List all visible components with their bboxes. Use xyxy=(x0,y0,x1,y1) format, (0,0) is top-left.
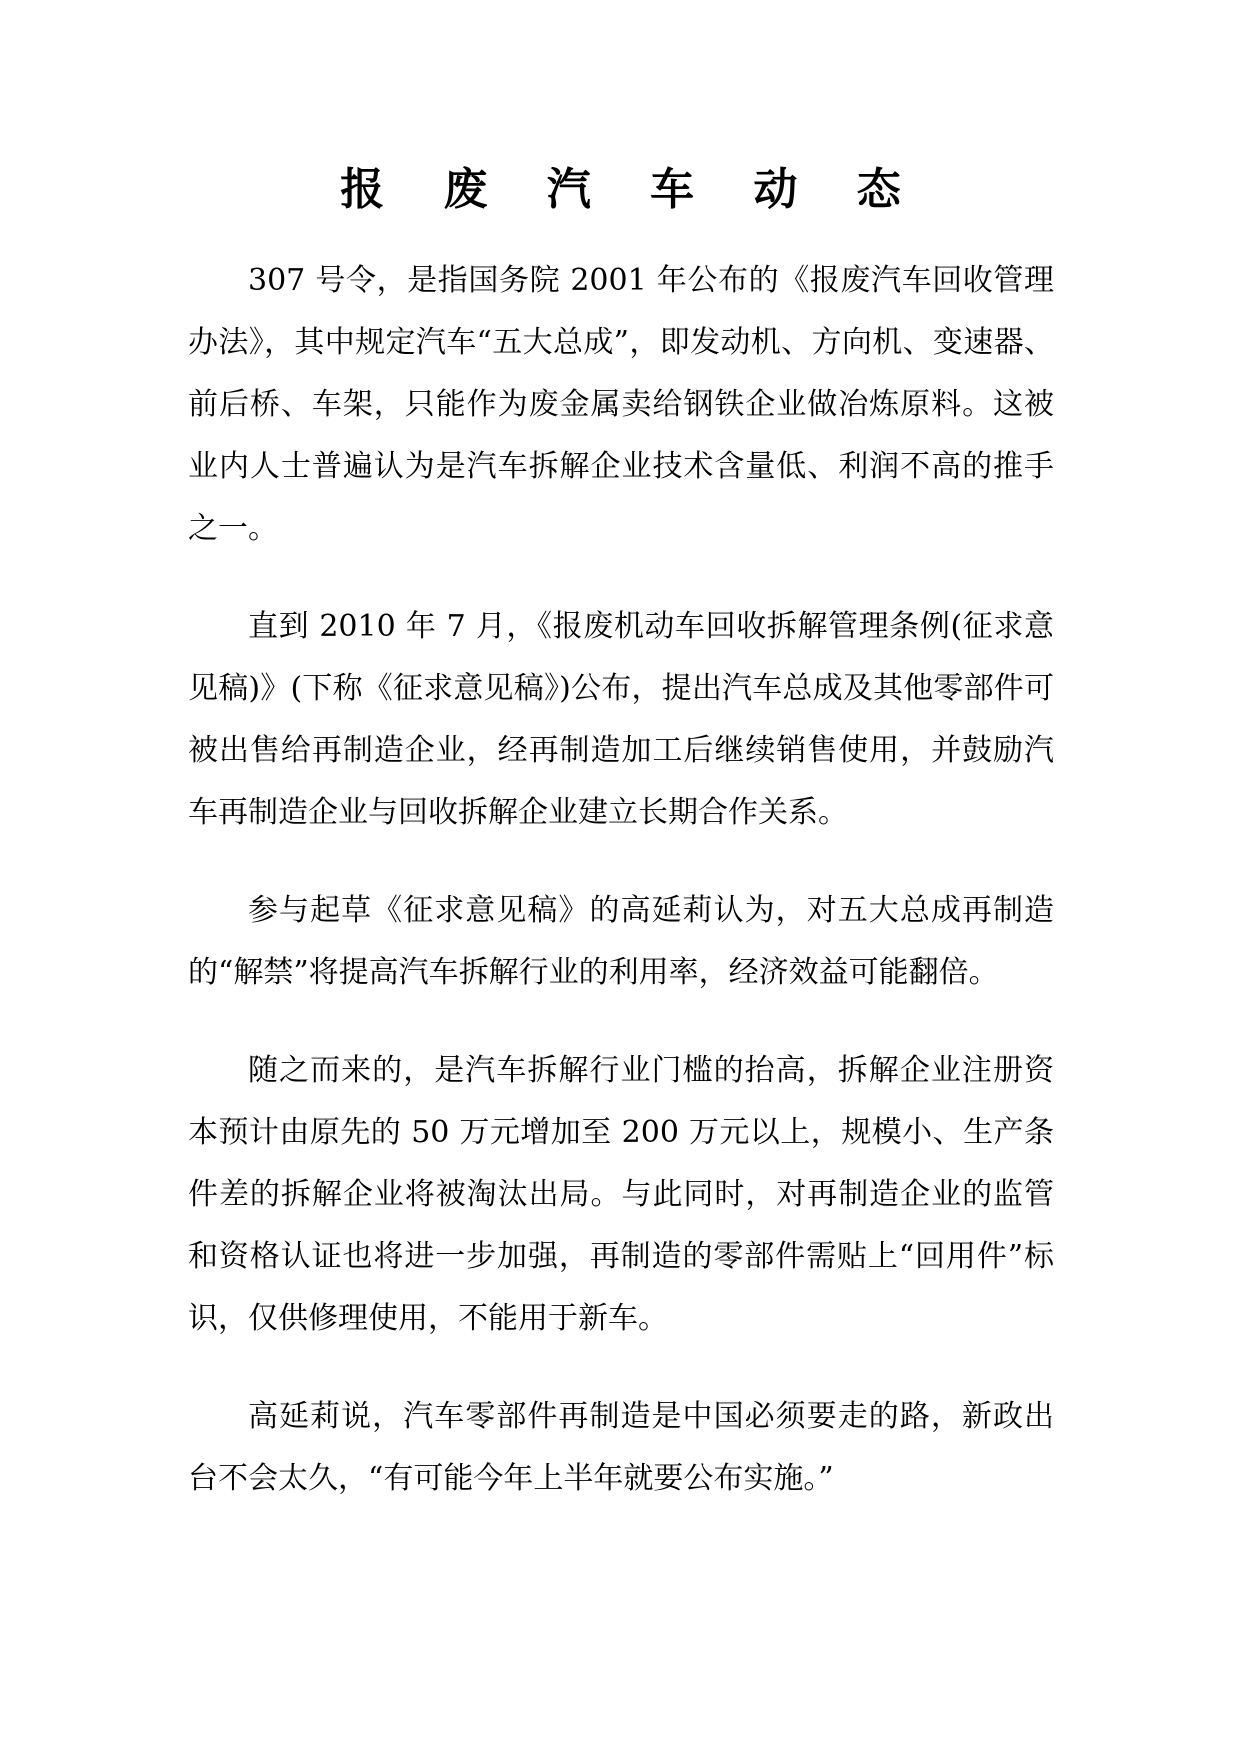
paragraph: 高延莉说，汽车零部件再制造是中国必须要走的路，新政出台不会太久，“有可能今年上半年就要公布实施。” xyxy=(188,1399,1054,1496)
paragraph: 直到 2010 年 7 月，《报废机动车回收拆解管理条例(征求意见稿)》(下称《征求意见稿》)公布，提出汽车总成及其他零部件可被出售给再制造企业，经再制造加工后继续销售使用，并鼓励汽车再制造企业与回收拆解企业建立长期合作关系。 xyxy=(188,609,1054,830)
paragraph: 随之而来的，是汽车拆解行业门槛的抬高，拆解企业注册资本预计由原先的 50 万元增加至 200 万元以上，规模小、生产条件差的拆解企业将被淘汰出局。与此同时，对再制造企业的监管和资格认证也将进一步加强，再制造的零部件需贴上“回用件”标识，仅供修理使用，不能用于新车。 xyxy=(188,1053,1054,1336)
document-title: 报 废 汽 车 动 态 xyxy=(340,164,923,215)
paragraph: 307 号令，是指国务院 2001 年公布的《报废汽车回收管理办法》，其中规定汽车“五大总成”，即发动机、方向机、变速器、前后桥、车架，只能作为废金属卖给钢铁企业做冶炼原料。这被业内人士普遍认为是汽车拆解企业技术含量低、利润不高的推手之一。 xyxy=(188,263,1054,546)
paragraph: 参与起草《征求意见稿》的高延莉认为，对五大总成再制造的“解禁”将提高汽车拆解行业的利用率，经济效益可能翻倍。 xyxy=(188,893,1054,990)
document-body xyxy=(188,250,1054,1546)
